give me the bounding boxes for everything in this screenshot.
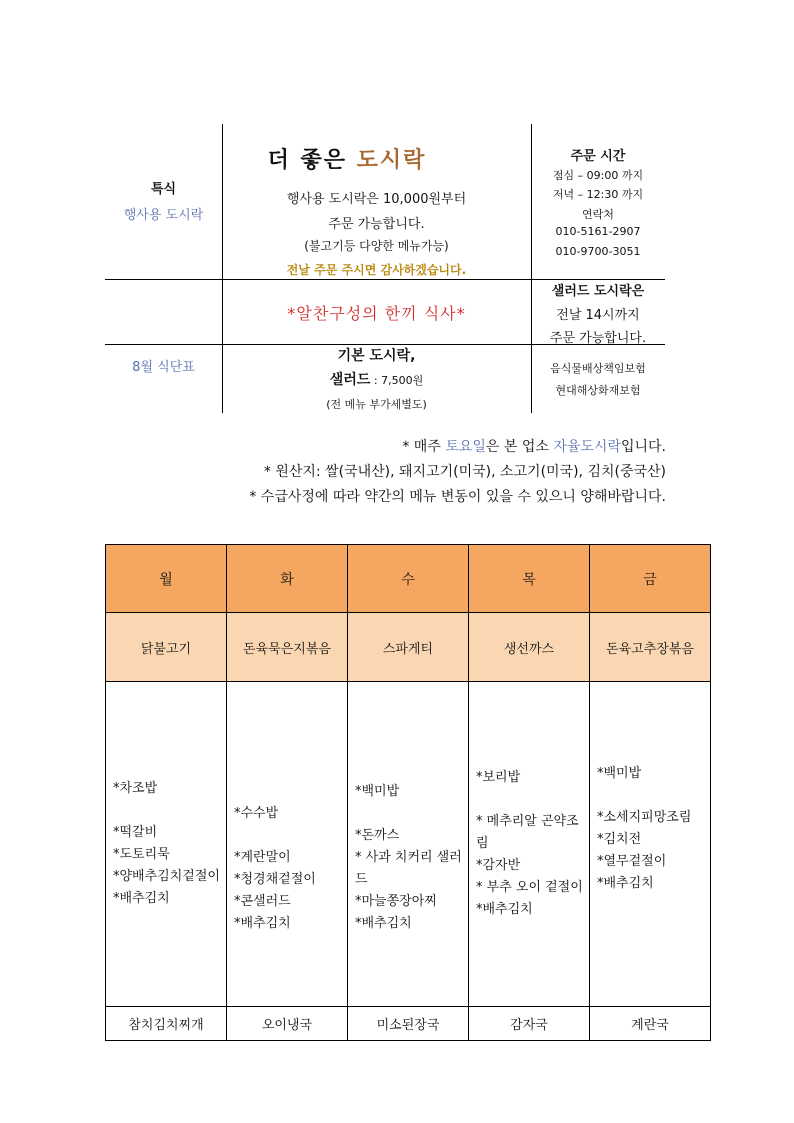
side-item: *열무겉절이 bbox=[597, 854, 667, 869]
month-menu-label: 8월 식단표 bbox=[132, 360, 195, 375]
notice-saturday-a: * 매주 bbox=[402, 439, 446, 455]
side-item: * 메추리알 곤약조림 bbox=[476, 814, 579, 851]
side-item: *계란말이 bbox=[234, 850, 291, 865]
side-dishes-fri bbox=[590, 682, 711, 1007]
day-fri: 금 bbox=[590, 545, 711, 613]
side-item: *돈까스 bbox=[355, 828, 400, 843]
salad-label: 샐러드 bbox=[329, 372, 371, 388]
side-item: *소세지피망조림 bbox=[597, 810, 692, 825]
notice-saturday bbox=[402, 436, 666, 456]
side-item: *배추김치 bbox=[113, 891, 170, 906]
notice-saturday-c: 은 본 업소 bbox=[485, 439, 554, 455]
side-item: *떡갈비 bbox=[113, 825, 158, 840]
main-dish-tue: 돈육묵은지볶음 bbox=[227, 613, 348, 682]
insurance-line-2: 현대해상화재보험 bbox=[555, 384, 641, 397]
lunch-cutoff: 점심 – 09:00 까지 bbox=[552, 169, 644, 182]
brand-title-part1: 더 좋은 bbox=[267, 148, 357, 173]
order-available-line: 주문 가능합니다. bbox=[328, 217, 425, 232]
side-item: *보리밥 bbox=[476, 770, 521, 785]
side-dishes-thu bbox=[469, 682, 590, 1007]
day-wed: 수 bbox=[348, 545, 469, 613]
insurance-line-1: 음식물배상책임보험 bbox=[550, 362, 646, 375]
side-item: *배추김치 bbox=[234, 916, 291, 931]
special-label: 특식 bbox=[150, 182, 177, 197]
salad-price-line bbox=[222, 369, 531, 389]
side-dishes-wed bbox=[348, 682, 469, 1007]
main-dish-thu: 생선까스 bbox=[469, 613, 590, 682]
side-item: * 사과 치커리 샐러드 bbox=[355, 850, 462, 887]
day-mon: 월 bbox=[106, 545, 227, 613]
slogan: *알찬구성의 한끼 식사* bbox=[287, 304, 466, 323]
side-item: *배추김치 bbox=[355, 916, 412, 931]
main-dish-wed: 스파게티 bbox=[348, 613, 469, 682]
soup-wed: 미소된장국 bbox=[348, 1007, 469, 1041]
soup-fri: 계란국 bbox=[590, 1007, 711, 1041]
side-item: *김치전 bbox=[597, 832, 642, 847]
salad-order-deadline: 전날 14시까지 bbox=[556, 308, 640, 323]
side-dishes-tue bbox=[227, 682, 348, 1007]
notice-saturday-day: 토요일 bbox=[445, 439, 486, 455]
side-item: *백미밥 bbox=[355, 784, 400, 799]
brand-title-part2: 도시락 bbox=[356, 148, 427, 173]
contact-label: 연락처 bbox=[582, 208, 614, 221]
event-price-line: 행사용 도시락은 10,000원부터 bbox=[286, 192, 467, 207]
day-tue: 화 bbox=[227, 545, 348, 613]
main-dish-mon: 닭불고기 bbox=[106, 613, 227, 682]
phone-number-2: 010-9700-3051 bbox=[555, 245, 641, 258]
side-item: *청경채겉절이 bbox=[234, 872, 316, 887]
side-item: *차조밥 bbox=[113, 781, 158, 796]
side-item: *수수밥 bbox=[234, 806, 279, 821]
order-thanks-line: 전날 주문 주시면 감사하겠습니다. bbox=[286, 263, 467, 277]
notice-supply: * 수급사정에 따라 약간의 메뉴 변동이 있을 수 있으니 양해바랍니다. bbox=[249, 489, 666, 505]
salad-order-available: 주문 가능합니다. bbox=[549, 331, 647, 346]
side-item: *배추김치 bbox=[476, 902, 533, 917]
event-lunchbox-label: 행사용 도시락 bbox=[123, 208, 204, 223]
main-dish-row bbox=[106, 613, 711, 682]
basic-lunchbox-line: 기본 도시락, bbox=[337, 348, 416, 364]
brand-title bbox=[222, 143, 472, 174]
side-item: *백미밥 bbox=[597, 766, 642, 781]
vat-note: (전 메뉴 부가세별도) bbox=[326, 398, 427, 411]
side-item: *마늘쫑장아찌 bbox=[355, 894, 437, 909]
weekly-menu-table bbox=[105, 544, 711, 1041]
salad-order-title: 샐러드 도시락은 bbox=[551, 284, 645, 299]
side-item: * 부추 오이 겉절이 bbox=[476, 880, 583, 895]
soup-row bbox=[106, 1007, 711, 1041]
dinner-cutoff: 저녁 – 12:30 까지 bbox=[552, 188, 644, 201]
side-dishes-mon bbox=[106, 682, 227, 1007]
day-thu: 목 bbox=[469, 545, 590, 613]
soup-mon: 참치김치찌개 bbox=[106, 1007, 227, 1041]
soup-tue: 오이냉국 bbox=[227, 1007, 348, 1041]
side-item: *양배추김치겉절이 bbox=[113, 869, 220, 884]
side-item: *배추김치 bbox=[597, 876, 654, 891]
side-item: *감자반 bbox=[476, 858, 521, 873]
side-item: *도토리묵 bbox=[113, 847, 170, 862]
notice-origin: * 원산지: 쌀(국내산), 돼지고기(미국), 소고기(미국), 김치(중국산) bbox=[263, 464, 666, 480]
order-time-title: 주문 시간 bbox=[570, 149, 626, 164]
menu-variety-line: (불고기등 다양한 메뉴가능) bbox=[304, 239, 449, 253]
side-dish-row bbox=[106, 682, 711, 1007]
price-text: : 7,500원 bbox=[370, 374, 424, 387]
soup-thu: 감자국 bbox=[469, 1007, 590, 1041]
phone-number-1: 010-5161-2907 bbox=[555, 225, 641, 238]
notice-saturday-e: 입니다. bbox=[620, 439, 666, 455]
day-header-row bbox=[106, 545, 711, 613]
notice-saturday-self: 자율도시락 bbox=[553, 439, 621, 455]
side-item: *콘샐러드 bbox=[234, 894, 291, 909]
main-dish-fri: 돈육고추장볶음 bbox=[590, 613, 711, 682]
